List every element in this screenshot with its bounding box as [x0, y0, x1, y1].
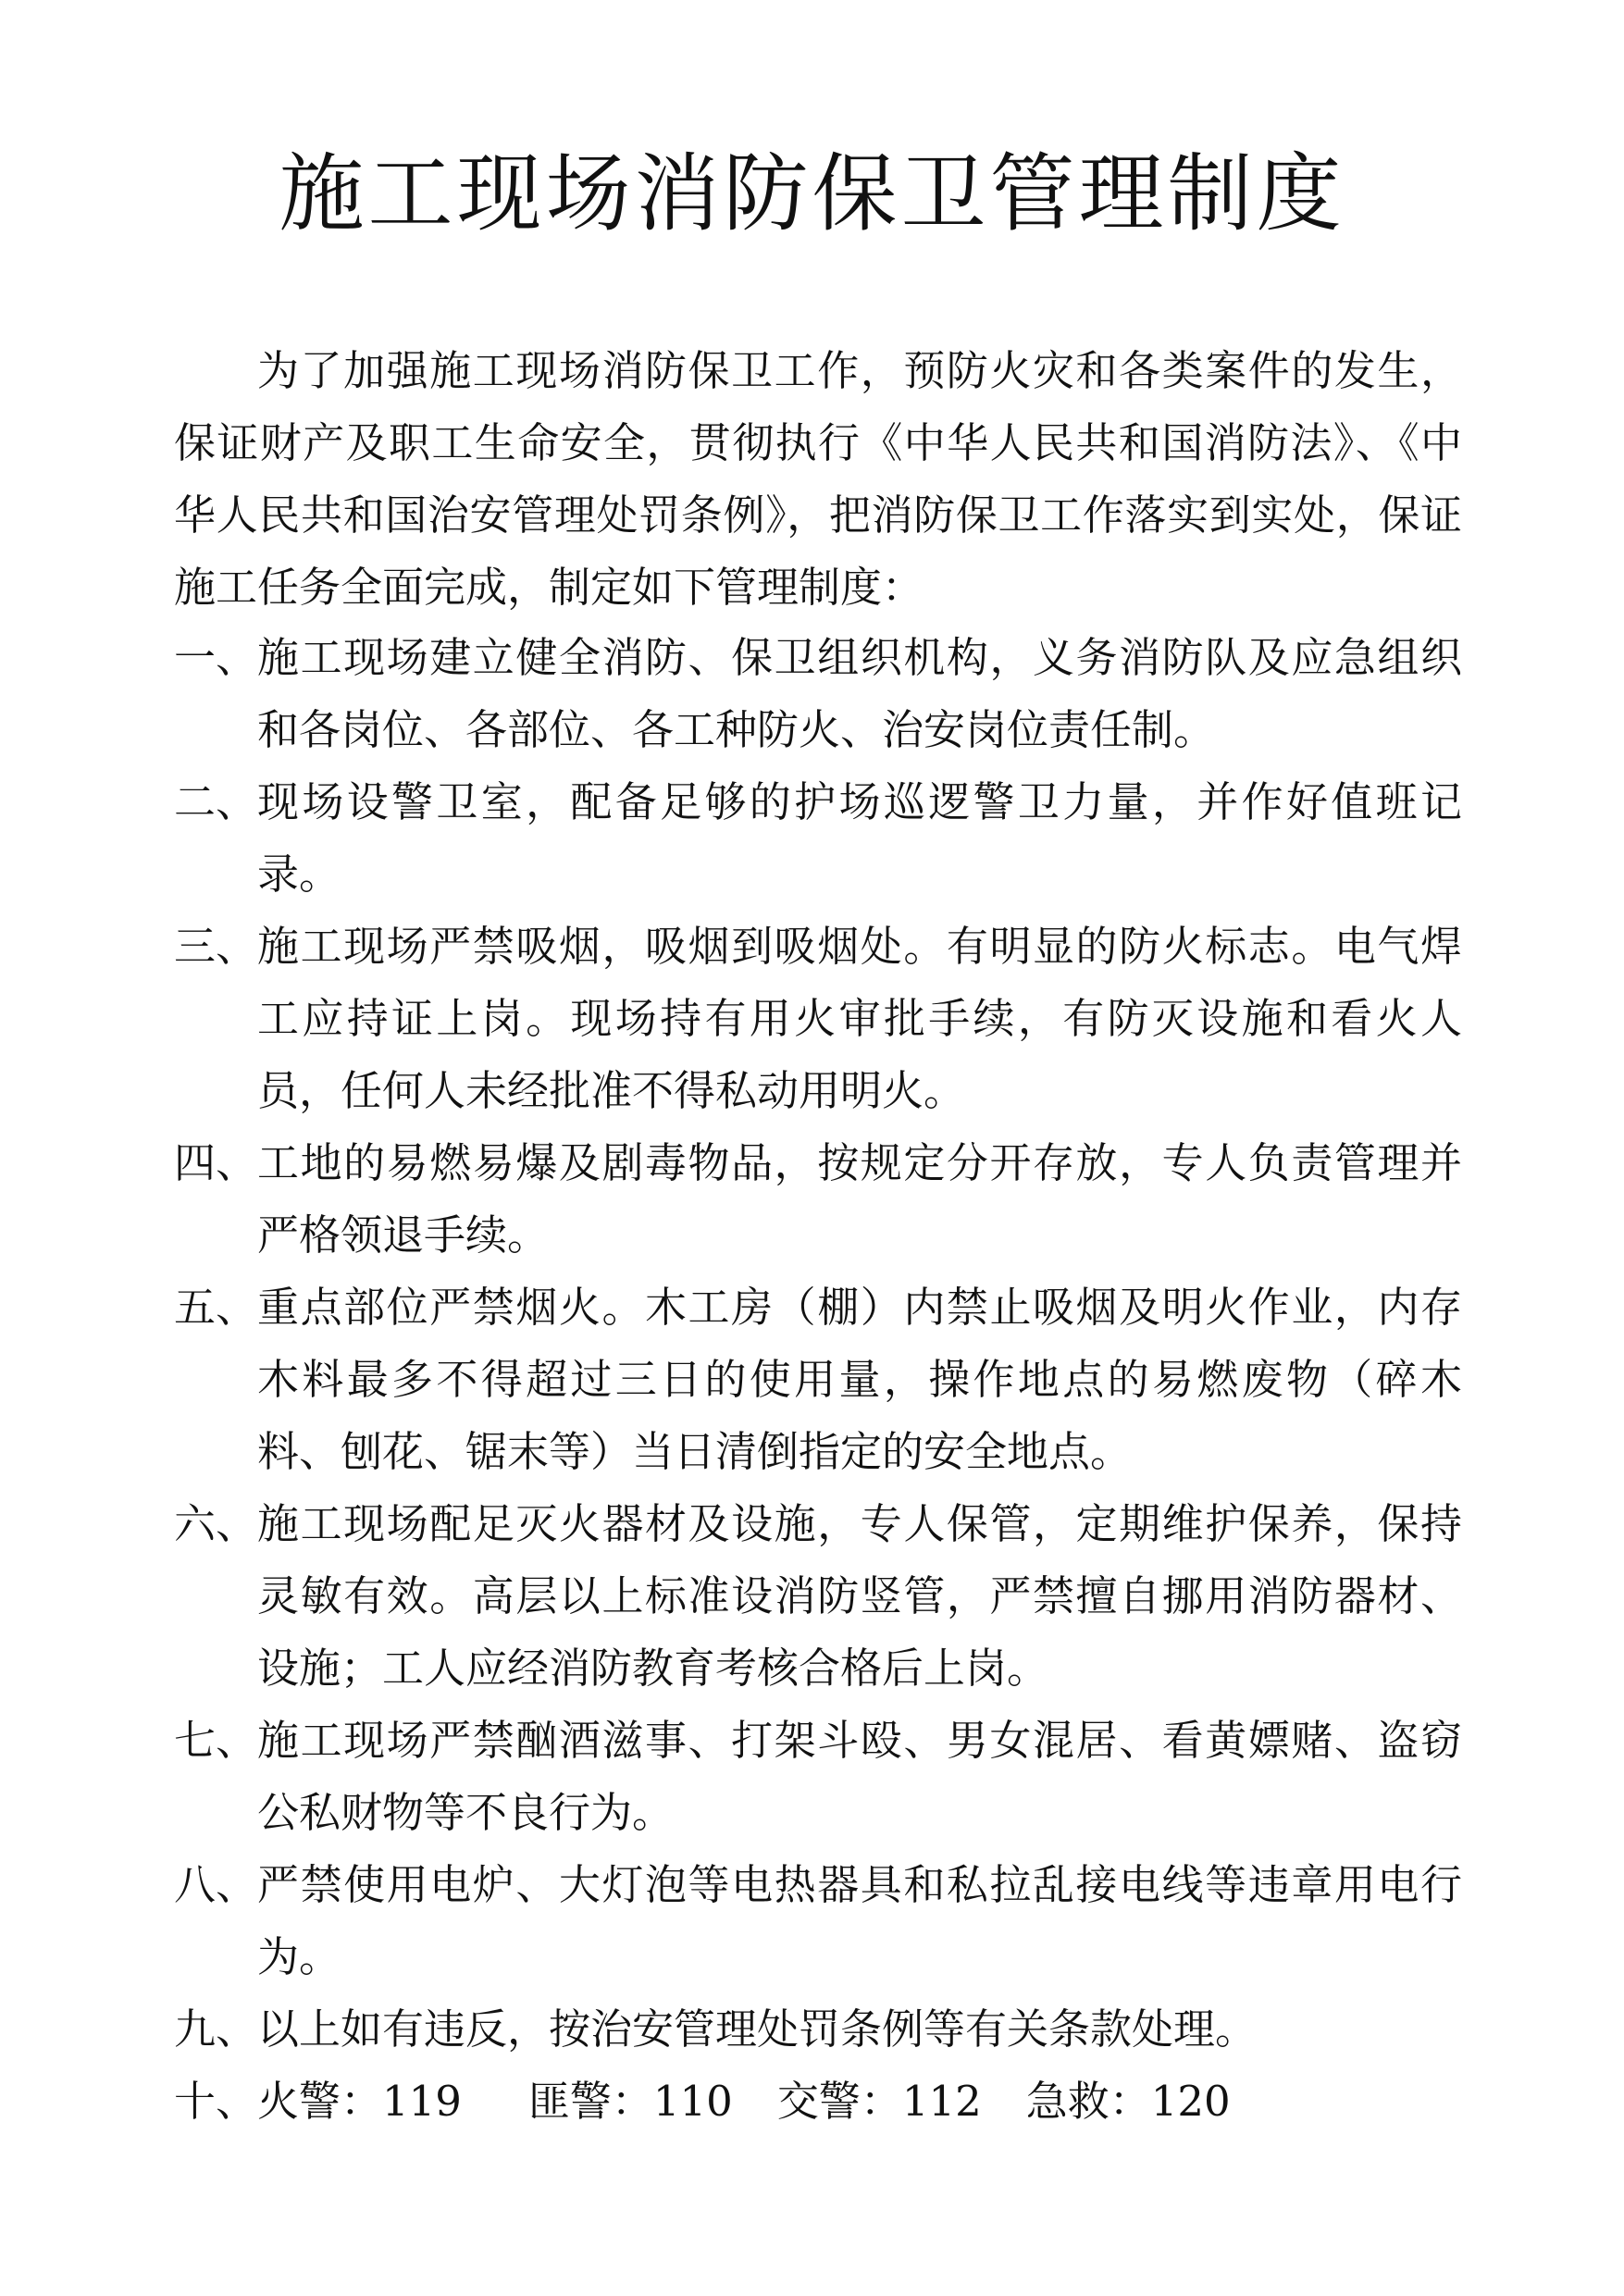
rule-number: 十、 [174, 2077, 258, 2126]
rule-number: 四、 [174, 1138, 258, 1187]
emergency-numbers [174, 2066, 1462, 2138]
rule-item-3 [174, 911, 1462, 1127]
rule-item-2 [174, 766, 1462, 911]
rule-number: 八、 [174, 1860, 258, 1909]
rule-item-9 [174, 1993, 1462, 2066]
rule-item-4 [174, 1127, 1462, 1272]
rule-item-8 [174, 1849, 1462, 1993]
rule-number: 三、 [174, 922, 258, 971]
rule-number: 五、 [174, 1283, 258, 1332]
rules-list [174, 622, 1462, 2138]
rule-text: 以上如有违反，按治安管理处罚条例等有关条款处理。 [257, 2004, 1258, 2054]
rule-text: 施工现场建立健全消防、保卫组织机构，义务消防队及应急组织和各岗位、各部位、各工种防火、治安岗位责任制。 [257, 633, 1462, 754]
rule-text: 施工现场严禁吸烟，吸烟到吸烟处。有明显的防火标志。电气焊工应持证上岗。现场持有用火审批手续，有防灭设施和看火人员，任何人未经批准不得私动用明火。 [257, 922, 1462, 1115]
rule-number: 二、 [174, 777, 258, 826]
rule-item-7 [174, 1705, 1462, 1849]
rule-number: 七、 [174, 1716, 258, 1765]
ambulance-number: 急救：120 [1025, 2077, 1231, 2126]
traffic-police-number: 交警：112 [776, 2077, 982, 2126]
rule-text: 工地的易燃易爆及剧毒物品，按规定分开存放，专人负责管理并严格领退手续。 [257, 1138, 1462, 1260]
rule-number: 一、 [174, 633, 258, 682]
rule-text: 严禁使用电炉、大灯泡等电热器具和私拉乱接电线等违章用电行为。 [257, 1860, 1462, 1981]
rule-text: 重点部位严禁烟火。木工房（棚）内禁止吸烟及明火作业，内存木料最多不得超过三日的使用量，操作地点的易燃废物（碎木料、刨花、锯末等）当日清倒指定的安全地点。 [257, 1283, 1462, 1476]
fire-alarm-number: 火警：119 [257, 2077, 462, 2126]
police-number: 匪警：110 [527, 2077, 733, 2126]
rule-text: 现场设警卫室，配备足够的护场巡逻警卫力量，并作好值班记录。 [257, 777, 1462, 899]
rule-text: 施工现场严禁酗酒滋事、打架斗殴、男女混居、看黄嫖赌、盗窃公私财物等不良行为。 [257, 1716, 1462, 1837]
rule-number: 六、 [174, 1499, 258, 1548]
document-title: 施工现场消防保卫管理制度 [279, 144, 1345, 243]
rule-number: 九、 [174, 2004, 258, 2054]
rule-text: 施工现场配足灭火器材及设施，专人保管，定期维护保养，保持灵敏有效。高层以上标准设消防竖管，严禁擅自挪用消防器材、设施；工人应经消防教育考核合格后上岗。 [257, 1499, 1462, 1693]
rule-item-1 [174, 622, 1462, 766]
rule-item-6 [174, 1488, 1462, 1705]
intro-paragraph: 为了加强施工现场消防保卫工作，预防火灾和各类案件的发生，保证财产及职工生命安全，贯彻执行《中华人民共和国消防法》、《中华人民共和国治安管理处罚条例》，把消防保卫工作落实到实处，保证施工任务全面完成，制定如下管理制度： [174, 346, 1462, 612]
rule-item-5 [174, 1272, 1462, 1488]
